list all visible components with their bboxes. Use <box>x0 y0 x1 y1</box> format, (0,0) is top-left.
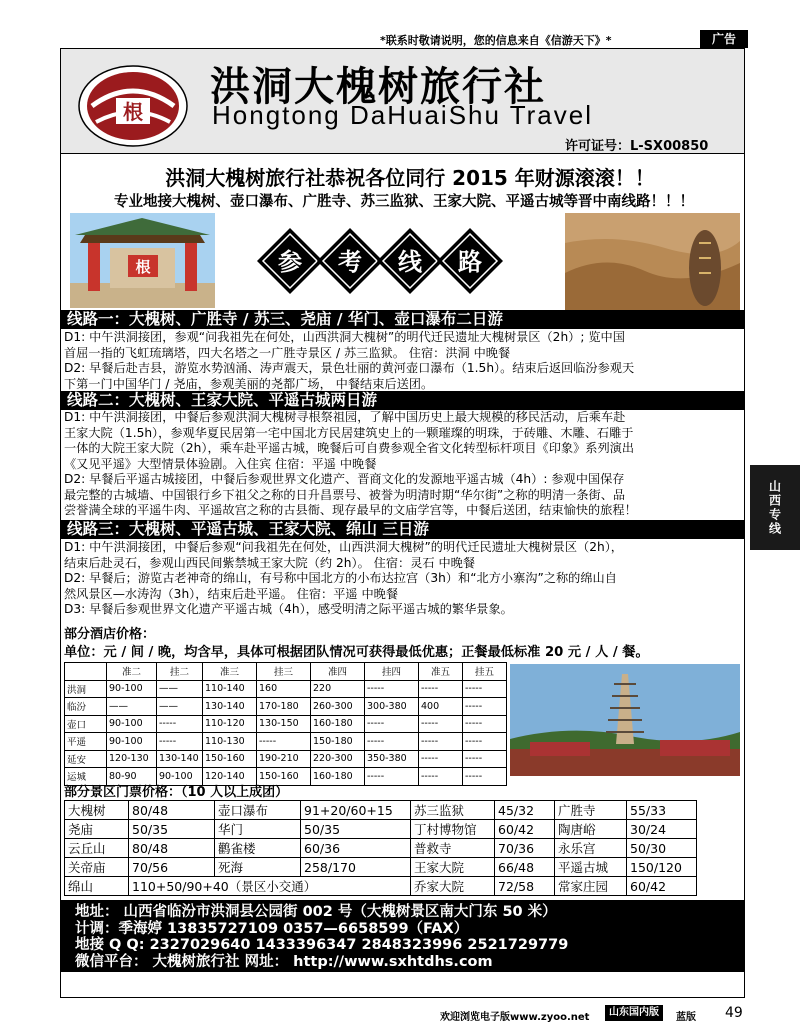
cell: 60/42 <box>627 877 697 896</box>
cell: ----- <box>463 698 507 716</box>
reference-diamond-4 <box>437 228 503 294</box>
cell: 关帝庙 <box>65 858 129 877</box>
cell: 110-140 <box>203 680 257 698</box>
column-header: 准四 <box>311 663 365 681</box>
cell: 云丘山 <box>65 839 129 858</box>
cell: 110-120 <box>203 715 257 733</box>
rock-landscape-photo <box>565 213 740 311</box>
cell: 160-180 <box>311 715 365 733</box>
cell: 220 <box>311 680 365 698</box>
cell: 临汾 <box>65 698 107 716</box>
cell: ----- <box>157 715 203 733</box>
table-row <box>65 820 697 839</box>
cell: 苏三监狱 <box>411 801 495 820</box>
cell: 55/33 <box>627 801 697 820</box>
cell: 220-300 <box>311 750 365 768</box>
cell: ----- <box>463 715 507 733</box>
table-row <box>65 858 697 877</box>
cell: 80/48 <box>129 801 215 820</box>
cell: —— <box>107 698 157 716</box>
cell: —— <box>157 680 203 698</box>
cell: —— <box>157 698 203 716</box>
cell: ----- <box>419 715 463 733</box>
table-row <box>65 750 507 768</box>
cell: 王家大院 <box>411 858 495 877</box>
page-number: 49 <box>725 1005 743 1021</box>
cell: ----- <box>419 750 463 768</box>
column-header: 准三 <box>203 663 257 681</box>
cell: ----- <box>419 768 463 786</box>
cell: ----- <box>419 733 463 751</box>
cell: 150-160 <box>203 750 257 768</box>
cell: ----- <box>257 733 311 751</box>
cell: 80-90 <box>107 768 157 786</box>
cell: 50/30 <box>627 839 697 858</box>
cell: 60/42 <box>495 820 555 839</box>
column-header: 挂三 <box>257 663 311 681</box>
slogan-line: 专业地接大槐树、壶口瀑布、广胜寺、苏三监狱、王家大院、平遥古城等晋中南线路！！！ <box>114 194 694 210</box>
cell: 常家庄园 <box>555 877 627 896</box>
cell: 50/35 <box>301 820 411 839</box>
cell: 120-140 <box>203 768 257 786</box>
memorial-gate-photo <box>70 213 215 308</box>
cell: 130-150 <box>257 715 311 733</box>
column-header: 挂四 <box>365 663 419 681</box>
reference-routes-banner <box>255 226 505 296</box>
cell: 绵山 <box>65 877 129 896</box>
column-header: 准二 <box>107 663 157 681</box>
reference-char: 线 <box>398 248 422 276</box>
cell: 广胜寺 <box>555 801 627 820</box>
ad-badge: 广告 <box>700 30 748 48</box>
cell: 丁村博物馆 <box>411 820 495 839</box>
cell: 陶唐峪 <box>555 820 627 839</box>
contact-panel <box>61 900 744 972</box>
gate-sign-char: 根 <box>135 258 151 276</box>
contact-qq: 地接 Q Q: 2327029640 1433396347 2848323996 2521729779 <box>75 937 569 953</box>
cell: 66/48 <box>495 858 555 877</box>
agency-title-cn: 洪洞大槐树旅行社 <box>210 63 546 110</box>
route-3-line: D1: 中午洪洞接团，中餐后参观“问我祖先在何处，山西洪洞大槐树”的明代迁民遗址大槐树景区（2h）， <box>64 540 623 554</box>
table-row <box>65 877 697 896</box>
reference-char: 考 <box>338 248 362 276</box>
cell: ----- <box>463 768 507 786</box>
route-3-line: D2: 早餐后；游览古老神奇的绵山，有号称中国北方的小布达拉宫（3h）和“北方小寨沟”之称的绵山自 <box>64 571 617 585</box>
route-1-line: 下第一门中国华门 / 尧庙，参观美丽的尧都广场， 中餐结束后送团。 <box>64 376 434 391</box>
cell: 70/36 <box>495 839 555 858</box>
ticket-price-table <box>64 800 697 896</box>
reference-char: 路 <box>458 248 482 276</box>
route-1-title: 线路一：大槐树、广胜寺 / 苏三、尧庙 / 华门、壶口瀑布二日游 <box>61 310 744 329</box>
cell: 90-100 <box>157 768 203 786</box>
contact-planner: 计调：季海婷 13835727109 0357—6658599（FAX） <box>75 920 469 937</box>
table-row <box>65 715 507 733</box>
cell: 150-160 <box>257 768 311 786</box>
cell: ----- <box>463 733 507 751</box>
cell: 350-380 <box>365 750 419 768</box>
cell: 30/24 <box>627 820 697 839</box>
cell: 400 <box>419 698 463 716</box>
route-2-line: 《又见平遥》大型情景体验剧。入住宾 住宿：平遥 中晚餐 <box>64 456 377 471</box>
hotel-unit-line: 单位：元 / 间 / 晚，均含早，具体可根据团队情况可获得最低优惠；正餐最低标准 20 元 / 人 / 餐。 <box>64 645 649 660</box>
footer-edition-label: 山东国内版 <box>605 1005 663 1021</box>
cell: 运城 <box>65 768 107 786</box>
route-2-line: 最完整的古城墙、中国银行乡下祖父之称的日升昌票号、被誉为明清时期“华尔街”之称的明清一条街、品 <box>64 487 626 502</box>
cell: 160 <box>257 680 311 698</box>
cell: ----- <box>463 750 507 768</box>
table-row <box>65 801 697 820</box>
route-3-title: 线路三：大槐树、平遥古城、王家大院、绵山 三日游 <box>61 520 744 539</box>
cell: ----- <box>157 733 203 751</box>
column-header: 挂五 <box>463 663 507 681</box>
route-3-line: 结束后赴灵石，参观山西民间紫禁城王家大院（约 2h）。 住宿：灵石 中晚餐 <box>64 555 475 570</box>
cell: 乔家大院 <box>411 877 495 896</box>
cell: 190-210 <box>257 750 311 768</box>
cell: 尧庙 <box>65 820 129 839</box>
license-number: 许可证号：L-SX00850 <box>565 139 709 154</box>
cell: 华门 <box>215 820 301 839</box>
side-tab-shanxi: 山西专线 <box>750 465 800 550</box>
cell: 120-130 <box>107 750 157 768</box>
cell: 170-180 <box>257 698 311 716</box>
reference-diamond-2 <box>317 228 383 294</box>
route-1-line: D2: 早餐后赴吉县，游览水势汹涌、涛声震天，景色壮丽的黄河壶口瀑布（1.5h）。结束后返回临汾参观天 <box>64 361 635 375</box>
cell: 鹳雀楼 <box>215 839 301 858</box>
logo-char: 根 <box>123 100 143 124</box>
cell: 壶口 <box>65 715 107 733</box>
cell: 80/48 <box>129 839 215 858</box>
column-header <box>65 663 107 681</box>
greeting-headline: 洪洞大槐树旅行社恭祝各位同行 2015 年财源滚滚！！ <box>165 166 655 190</box>
reference-char: 参 <box>278 248 302 276</box>
cell: 平遥古城 <box>555 858 627 877</box>
cell: 洪洞 <box>65 680 107 698</box>
ticket-section-title: 部分景区门票价格：（10 人以上成团） <box>64 785 289 800</box>
column-header: 准五 <box>419 663 463 681</box>
cell: 110-130 <box>203 733 257 751</box>
hotel-price-table <box>64 662 507 786</box>
route-2-line: 王家大院（1.5h），参观华夏民居第一宅中国北方民居建筑史上的一颗璀璨的明珠，于砖雕、木雕、石雕于 <box>64 425 634 440</box>
route-2-line: D1: 中午洪洞接团，中餐后参观洪洞大槐树寻根祭祖园，了解中国历史上最大规模的移民活动，后乘车赴 <box>64 410 626 424</box>
cell: 160-180 <box>311 768 365 786</box>
route-1-line: D1: 中午洪洞接团，参观“问我祖先在何处，山西洪洞大槐树”的明代迁民遗址大槐树景区（2h）; 览中国 <box>64 330 625 344</box>
route-3-line: D3: 早餐后参观世界文化遗产平遥古城（4h），感受明清之际平遥古城的繁华景象。 <box>64 602 513 616</box>
cell: 死海 <box>215 858 301 877</box>
cell: 永乐宫 <box>555 839 627 858</box>
hotel-section-title: 部分酒店价格： <box>64 627 156 642</box>
route-3-line: 然风景区—水涛沟（3h），结束后赴平遥。 住宿：平遥 中晚餐 <box>64 586 399 601</box>
table-row <box>65 839 697 858</box>
cell: 90-100 <box>107 680 157 698</box>
cell: ----- <box>365 768 419 786</box>
cell: 90-100 <box>107 733 157 751</box>
cell: ----- <box>365 733 419 751</box>
table-row <box>65 733 507 751</box>
footer-blue-label: 蓝版 <box>676 1012 696 1022</box>
cell: 258/170 <box>301 858 411 877</box>
agency-logo <box>72 54 194 150</box>
reference-diamond-3 <box>377 228 443 294</box>
route-2-title: 线路二：大槐树、王家大院、平遥古城两日游 <box>61 391 744 410</box>
cell: 50/35 <box>129 820 215 839</box>
route-2-line: 尝誉满全球的平遥牛肉、平遥故宫之称的古县衙、现存最早的文庙学宫等，中餐后送团，结束愉快的旅程！ <box>64 503 637 517</box>
cell: 平遥 <box>65 733 107 751</box>
cell: 150-180 <box>311 733 365 751</box>
footer-ebook-note: 欢迎浏览电子版www.zyoo.net <box>440 1012 590 1022</box>
cell: 91+20/60+15 <box>301 801 411 820</box>
contact-wechat-website: 微信平台： 大槐树旅行社 网址： http://www.sxhtdhs.com <box>75 953 493 970</box>
route-1-line: 首屈一指的飞虹琉璃塔，四大名塔之一广胜寺景区 / 苏三监狱。 住宿：洪洞 中晚餐 <box>64 345 511 360</box>
cell: ----- <box>365 680 419 698</box>
cell: 300-380 <box>365 698 419 716</box>
table-header-row <box>65 663 507 681</box>
cell: 130-140 <box>157 750 203 768</box>
agency-title-en: Hongtong DaHuaiShu Travel <box>212 100 593 130</box>
route-1-details <box>64 330 744 392</box>
route-2-line: 一体的大院王家大院（2h），乘车赴平遥古城，晚餐后可自费参观全省文化转型标杆项目《印象》系列演出 <box>64 441 635 455</box>
cell: 90-100 <box>107 715 157 733</box>
cell: ----- <box>463 680 507 698</box>
cell: 72/58 <box>495 877 555 896</box>
cell: 大槐树 <box>65 801 129 820</box>
cell: 130-140 <box>203 698 257 716</box>
pagoda-photo <box>510 664 740 776</box>
cell: ----- <box>419 680 463 698</box>
cell: 60/36 <box>301 839 411 858</box>
cell: 普救寺 <box>411 839 495 858</box>
cell: 壶口瀑布 <box>215 801 301 820</box>
column-header: 挂二 <box>157 663 203 681</box>
route-2-line: D2: 早餐后平遥古城接团，中餐后参观世界文化遗产、晋商文化的发源地平遥古城（4h）: 参观中国保存 <box>64 472 625 486</box>
route-2-details <box>64 410 744 519</box>
top-note: *联系时敬请说明，您的信息来自《信游天下》* <box>380 34 612 47</box>
cell: 110+50/90+40（景区小交通） <box>129 877 411 896</box>
contact-address: 地址： 山西省临汾市洪洞县公园街 002 号（大槐树景区南大门东 50 米） <box>75 904 557 920</box>
cell: 260-300 <box>311 698 365 716</box>
reference-diamond-1 <box>257 228 323 294</box>
cell: 70/56 <box>129 858 215 877</box>
cell: ----- <box>365 715 419 733</box>
cell: 150/120 <box>627 858 697 877</box>
cell: 45/32 <box>495 801 555 820</box>
table-row <box>65 680 507 698</box>
table-row <box>65 698 507 716</box>
route-3-details <box>64 540 744 618</box>
cell: 延安 <box>65 750 107 768</box>
